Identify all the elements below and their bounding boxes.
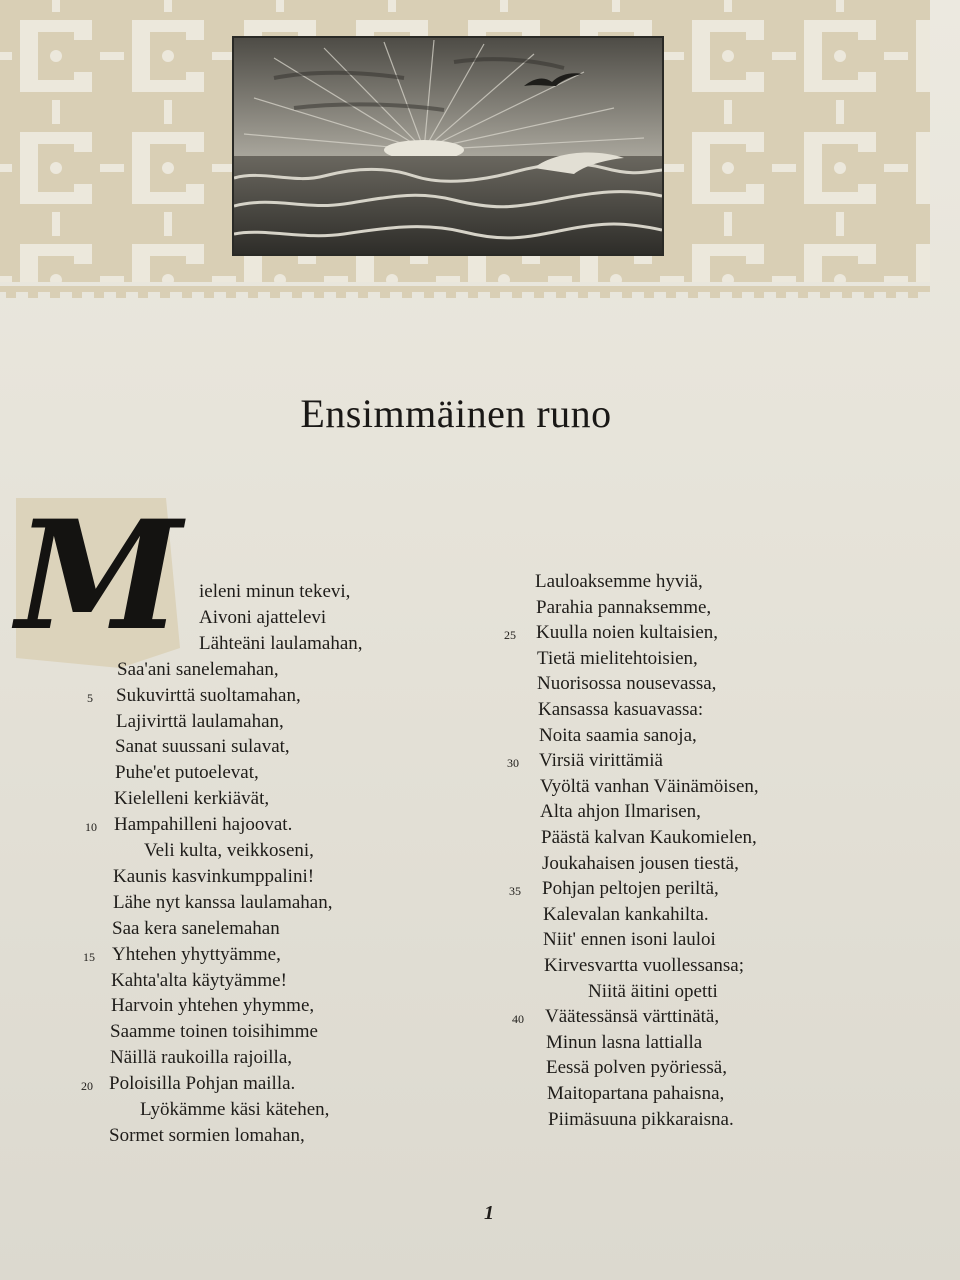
line-number: 35 — [509, 884, 521, 898]
sunrise-illustration — [232, 36, 664, 256]
line-number: 25 — [504, 628, 516, 642]
verse-line: Eessä polven pyöriessä, — [546, 1057, 727, 1078]
verse-line: Sukuvirttä suoltamahan, — [116, 685, 301, 706]
verse-line: Kirvesvartta vuollessansa; — [544, 955, 744, 976]
line-number: 10 — [85, 820, 97, 834]
verse-line: Lyökämme käsi kätehen, — [140, 1099, 330, 1120]
verse-line: Lauloaksemme hyviä, — [535, 571, 703, 592]
verse-line: Harvoin yhtehen yhymme, — [111, 995, 315, 1016]
verse-line: Hampahilleni hajoovat. — [114, 814, 293, 835]
verse-line: Lähe nyt kanssa laulamahan, — [113, 892, 333, 913]
sunrise-over-sea-icon — [234, 38, 662, 254]
verse-line: Veli kulta, veikkoseni, — [144, 840, 314, 861]
verse-line: Saa kera sanelemahan — [112, 918, 280, 939]
verse-line: Lähteäni laulamahan, — [199, 633, 363, 654]
decorated-initial — [8, 478, 186, 670]
verse-line: Väätessänsä värttinätä, — [545, 1006, 720, 1027]
verse-line: Kielelleni kerkiävät, — [114, 788, 270, 809]
verse-line: Puhe'et putoelevat, — [115, 762, 259, 783]
verse-line: Noita saamia sanoja, — [539, 725, 697, 746]
line-number: 5 — [87, 691, 93, 705]
initial-letter-icon — [8, 478, 186, 670]
verse-line: Maitopartana pahaisna, — [547, 1083, 725, 1104]
verse-line: Alta ahjon Ilmarisen, — [540, 801, 701, 822]
line-number: 30 — [507, 756, 519, 770]
verse-line: Kaunis kasvinkumppalini! — [113, 866, 315, 887]
verse-line: Sormet sormien lomahan, — [109, 1125, 305, 1146]
verse-line: Pohjan peltojen periltä, — [542, 878, 719, 899]
verse-line: Nuorisossa nousevassa, — [537, 673, 717, 694]
verse-line: Vyöltä vanhan Väinämöisen, — [540, 776, 759, 797]
verse-line: Tietä mielitehtoisien, — [537, 648, 698, 669]
verse-line: Virsiä virittämiä — [539, 750, 663, 771]
verse-line: Kuulla noien kultaisien, — [536, 622, 719, 643]
verse-line: Piimäsuuna pikkaraisna. — [548, 1109, 734, 1130]
verse-line: Parahia pannaksemme, — [536, 597, 712, 618]
verse-line: Niitä äitini opetti — [588, 981, 718, 1002]
line-number: 20 — [81, 1079, 93, 1093]
verse-line: Niit' ennen isoni lauloi — [543, 929, 716, 950]
verse-line: Kahta'alta käytyämme! — [111, 970, 287, 991]
verse-line: Aivoni ajattelevi — [199, 607, 327, 628]
verse-line: Joukahaisen jousen tiestä, — [542, 853, 739, 874]
page-number: 1 — [484, 1202, 494, 1224]
verse-line: Lajivirttä laulamahan, — [116, 711, 284, 732]
verse-line: Sanat suussani sulavat, — [115, 736, 290, 757]
initial-letter: M — [16, 488, 183, 664]
verse-line: Kansassa kasuavassa: — [538, 699, 704, 720]
verse-line: Poloisilla Pohjan mailla. — [109, 1073, 296, 1094]
verse-line: Kalevalan kankahilta. — [543, 904, 709, 925]
line-number: 15 — [83, 950, 95, 964]
page-title: Ensimmäinen runo — [300, 391, 612, 436]
verse-line: Yhtehen yhyttyämme, — [112, 944, 281, 965]
verse-line: Näillä raukoilla rajoilla, — [110, 1047, 293, 1068]
verse-line: Päästä kalvan Kaukomielen, — [541, 827, 757, 848]
verse-line: ieleni minun tekevi, — [199, 581, 351, 602]
line-number: 40 — [512, 1012, 524, 1026]
verse-line: Minun lasna lattialla — [546, 1032, 703, 1053]
verse-line: Saamme toinen toisihimme — [110, 1021, 318, 1042]
verse-line: Saa'ani sanelemahan, — [117, 659, 279, 680]
